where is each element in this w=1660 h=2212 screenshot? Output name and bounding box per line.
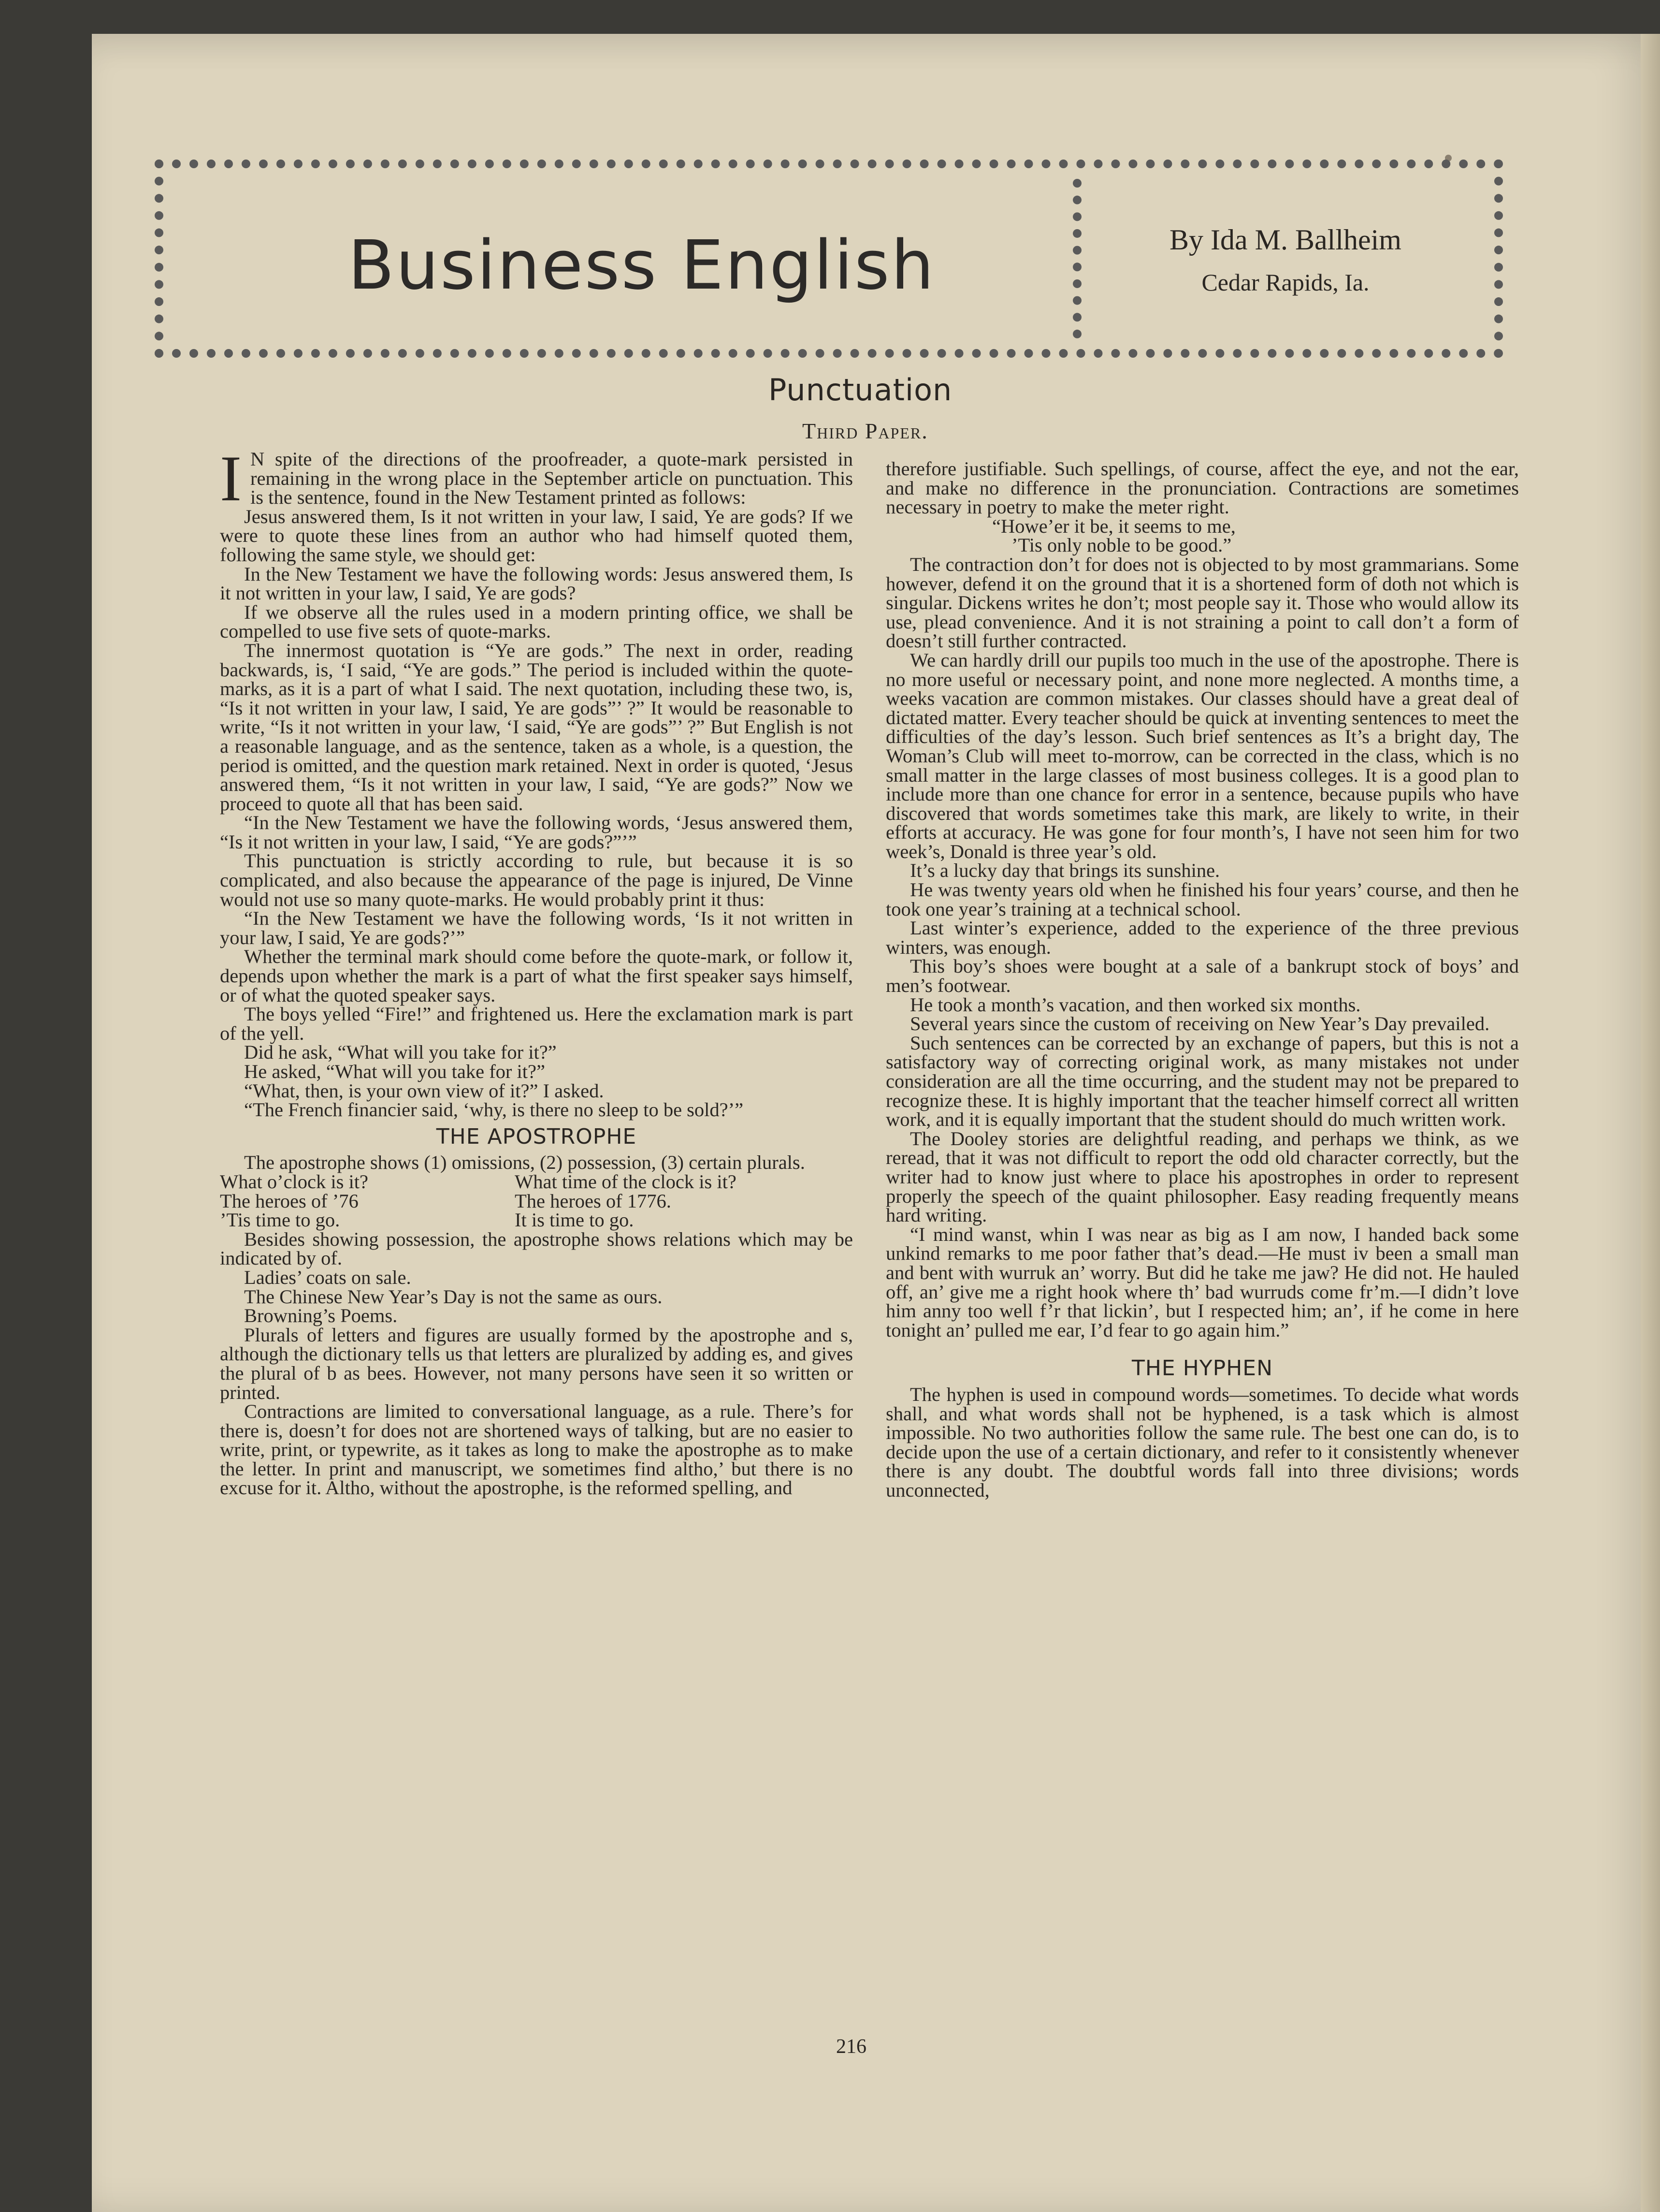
example-contracted: ’Tis time to go.: [220, 1209, 340, 1231]
example-contracted: The heroes of ’76: [220, 1190, 359, 1212]
paragraph: Last winter’s experience, added to the experience of the three previous winters, was enough.: [886, 917, 1519, 958]
paragraph: Jesus answered them, Is it not written in your law, I said, Ye are gods? If we were to quote these lines from an author who had himself quoted them, following the same style, we should get:: [220, 505, 853, 566]
article-title: Punctuation: [768, 372, 953, 407]
paragraph: It’s a lucky day that brings its sunshine.: [910, 859, 1220, 882]
paragraph: “The French financier said, ‘why, is there no sleep to be sold?’”: [244, 1099, 744, 1121]
paragraph: He asked, “What will you take for it?”: [244, 1061, 546, 1082]
article-subtitle: Third Paper.: [802, 419, 928, 443]
left-column: [220, 443, 853, 1499]
example-expanded: What time of the clock is it?: [515, 1170, 736, 1193]
paragraph: Whether the terminal mark should come before the quote-mark, or follow it, depends upon whether the mark is a part of what the first speaker says himself, or of what the quoted speaker says.: [220, 946, 853, 1006]
paragraph: Besides showing possession, the apostrophe shows relations which may be indicated by of.: [220, 1228, 853, 1269]
paragraph: He was twenty years old when he finished his four years’ course, and then he took one year’s training at a technical school.: [886, 879, 1519, 920]
paragraph: The innermost quotation is “Ye are gods.” The next in order, reading backwards, is, ‘I said, “Ye are gods.” The period is included within the quote-marks, as it is a part of what I said. The next quotation, including these two, is, “Is it not written in your law, I said, Ye are gods”’ ?” It would be reasonable to write, “Is it not written in your law, ‘I said, “Ye are gods”’ ?” But English is not a reasonable language, and as the sentence, taken as a whole, is a question, the period is omitted, and the question mark retained. Next in order is quoted, ‘Jesus answered them, “Is it not written in your law, I said, “Ye are gods?” Now we proceed to quote all that has been said.: [220, 639, 853, 815]
example-pair: [220, 1192, 853, 1211]
paragraph: If we observe all the rules used in a modern printing office, we shall be compelled to use five sets of quote-marks.: [220, 601, 853, 642]
header-byline: By Ida M. Ballheim: [1169, 224, 1401, 256]
paragraph-text: N spite of the directions of the proofreader, a quote-mark persisted in remaining in the wrong place in the September article on punctuation. This is the sentence, found in the New Testament printed as follows:: [250, 448, 853, 509]
paragraph: “In the New Testament we have the following words, ‘Is it not written in your law, I said, Ye are gods?’”: [220, 907, 853, 948]
header-place: Cedar Rapids, Ia.: [1201, 269, 1370, 296]
paragraph: Plurals of letters and figures are usually formed by the apostrophe and s, although the dictionary tells us that letters are pluralized by adding es, and gives the plural of b as bees. However, not many persons have seen it so written or printed.: [220, 1324, 853, 1403]
paragraph: [220, 443, 853, 515]
paragraph: Did he ask, “What will you take for it?”: [244, 1041, 557, 1063]
header-box: [155, 160, 1503, 358]
drop-cap: I: [220, 443, 242, 515]
paragraph: Contractions are limited to conversational language, as a rule. There’s for there is, doesn’t for does not are shortened ways of talking, but are no easier to write, print, or typewrite, as it takes as long to make the apostrophe as to make the letter. In print and manuscript, we sometimes find altho,’ but there is no excuse for it. Altho, without the apostrophe, is the reformed spelling, and: [220, 1400, 853, 1499]
example-pair: [220, 1172, 853, 1192]
page-spine-shadow: [1641, 34, 1660, 2212]
paragraph: We can hardly drill our pupils too much in the use of the apostrophe. There is no more useful or necessary point, and none more neglected. A months time, a weeks vacation are common mistakes. Our classes should have a great deal of dictated matter. Every teacher should be quick at inventing sentences to meet the difficulties of the day’s lesson. Such brief sentences as It’s a bright day, The Woman’s Club will meet to-morrow, can be corrected in the class, which is no small matter in the large classes of most business colleges. It is a good plan to include more than one chance for error in a sentence, because pupils who have discovered that words sometimes take this mark, are likely to write, in their efforts at accuracy. He was gone for four month’s, I have not seen him for two week’s, Donald is three year’s old.: [886, 649, 1519, 862]
paragraph: He took a month’s vacation, and then worked six months.: [910, 993, 1361, 1016]
paragraph: Ladies’ coats on sale.: [244, 1266, 411, 1288]
paragraph: Such sentences can be corrected by an exchange of papers, but this is not a satisfactory way of correcting original work, as many mistakes not under consideration are all the time occurring, and the student may not be prepared to recognize these. It is highly important that the teacher himself correct all written work, and it is equally important that the student should do much written work.: [886, 1032, 1519, 1131]
paragraph: In the New Testament we have the following words: Jesus answered them, Is it not written in your law, I said, Ye are gods?: [220, 563, 853, 604]
right-column: [886, 459, 1519, 1499]
paragraph: This boy’s shoes were bought at a sale of a bankrupt stock of boys’ and men’s footwear.: [886, 955, 1519, 997]
apostrophe-heading: THE APOSTROPHE: [436, 1124, 637, 1149]
example-expanded: It is time to go.: [515, 1209, 634, 1231]
example-pair: [220, 1210, 853, 1230]
paragraph: The Chinese New Year’s Day is not the same as ours.: [244, 1285, 663, 1308]
paragraph: Browning’s Poems.: [244, 1305, 398, 1327]
paragraph: therefore justifiable. Such spellings, of course, affect the eye, and not the ear, and make no difference in the pronunciation. Contractions are sometimes necessary in poetry to make the meter right.: [886, 458, 1519, 518]
paragraph: The hyphen is used in compound words—sometimes. To decide what words shall, and what words shall not be hyphened, is a task which is almost impossible. No two authorities follow the same rule. The best one can do, is to decide upon the use of a certain dictionary, and refer to it consistently whenever there is any doubt. The doubtful words fall into three divisions; words unconnected,: [886, 1383, 1519, 1501]
paragraph: “What, then, is your own view of it?” I asked.: [244, 1079, 604, 1102]
verse-line: ’Tis only noble to be good.”: [1011, 534, 1232, 556]
paragraph: “In the New Testament we have the following words, ‘Jesus answered them, “Is it not written in your law, I said, “Ye are gods?”’”: [220, 812, 853, 853]
example-expanded: The heroes of 1776.: [515, 1190, 671, 1212]
paragraph: The apostrophe shows (1) omissions, (2) possession, (3) certain plurals.: [244, 1151, 805, 1174]
header-divider: [1073, 179, 1082, 338]
verse-line: “Howe’er it be, it seems to me,: [992, 515, 1236, 537]
paragraph: The contraction don’t for does not is objected to by most grammarians. Some however, defend it on the ground that it is a shortened form of doth not which is singular. Dickens writes he don’t; most people say it. Those who would allow its use, plead convenience. And it is not straining a point to call don’t a form of doesn’t still further contracted.: [886, 553, 1519, 652]
page-number: 216: [836, 2036, 866, 2058]
paragraph: The Dooley stories are delightful reading, and perhaps we think, as we reread, that it was not difficult to report the odd old character correctly, but the writer had to know just where to place his apostrophes in order to represent properly the speech of the quaint philosopher. Easy reading frequently means hard writing.: [886, 1127, 1519, 1226]
paragraph: This punctuation is strictly according to rule, but because it is so complicated, and also because the appearance of the page is injured, De Vinne would not use so many quote-marks. He would probably print it thus:: [220, 850, 853, 910]
hyphen-heading: THE HYPHEN: [1131, 1356, 1273, 1381]
header-title: Business English: [348, 226, 936, 305]
paragraph: The boys yelled “Fire!” and frightened us. Here the exclamation mark is part of the yell.: [220, 1003, 853, 1044]
paragraph: Several years since the custom of receiving on New Year’s Day prevailed.: [910, 1013, 1490, 1035]
paragraph: “I mind wanst, whin I was near as big as I am now, I handed back some unkind remarks to me poor father that’s dead.—He must iv been a small man and bent with wurruk an’ worry. But did he take me jaw? He did not. He hauled off, an’ give me a right hook where th’ bad wurruds come fr’m.—I didn’t love him anny too well f’r that lickin’, but I respected him; an’, if he come in here tonight an’ pulled me ear, I’d fear to go again him.”: [886, 1223, 1519, 1341]
example-contracted: What o’clock is it?: [220, 1170, 369, 1193]
